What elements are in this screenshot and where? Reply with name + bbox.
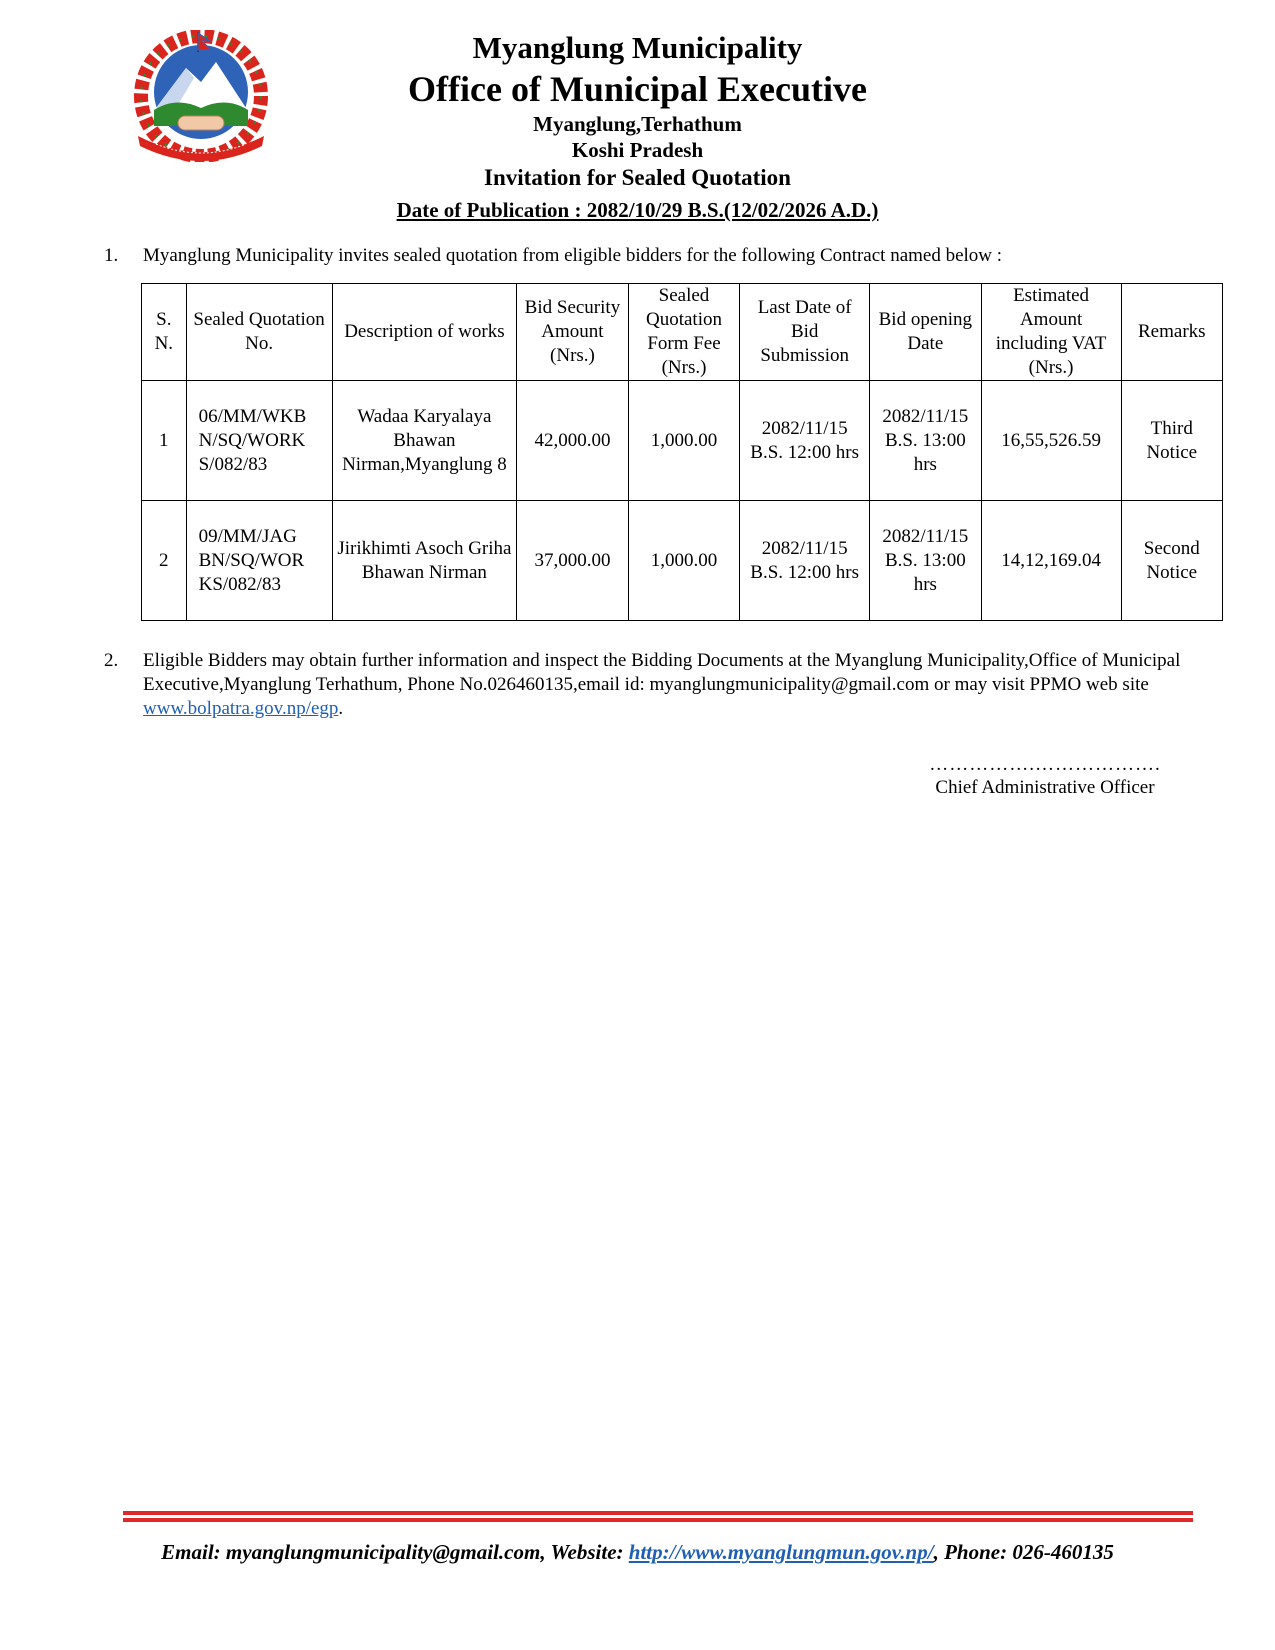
paragraph-2-text	[143, 649, 1194, 721]
quotation-no-line: KS/082/83	[198, 573, 281, 595]
table-row	[142, 381, 1223, 501]
table-row	[142, 501, 1223, 621]
footer-website-link[interactable]: http://www.myanglungmun.gov.np/	[628, 1540, 934, 1564]
address-line-2: Koshi Pradesh	[571, 138, 704, 162]
cell-opening-date: 2082/11/15 B.S. 13:00 hrs	[870, 381, 982, 501]
cell-form-fee: 1,000.00	[628, 381, 740, 501]
cell-submission-date: 2082/11/15 B.S. 12:00 hrs	[740, 501, 870, 621]
paragraph-1-text: Myanglung Municipality invites sealed quotation from eligible bidders for the following Contract named below :	[143, 245, 1003, 266]
address-line-1: Myanglung,Terhathum	[533, 112, 742, 136]
cell-bid-security: 37,000.00	[517, 501, 629, 621]
header-estimated-amount: Estimated Amount including VAT (Nrs.)	[981, 284, 1121, 381]
quotation-no-line: N/SQ/WORK	[198, 429, 306, 451]
table-header-row	[142, 284, 1223, 381]
header-remarks: Remarks	[1121, 284, 1222, 381]
header-sn: S. N.	[142, 284, 187, 381]
header-bid-security: Bid Security Amount (Nrs.)	[517, 284, 629, 381]
quotation-no-line: BN/SQ/WOR	[198, 549, 305, 571]
cell-remarks: Third Notice	[1121, 381, 1222, 501]
notice-title: Invitation for Sealed Quotation	[484, 165, 791, 190]
paragraph-1	[104, 244, 1194, 268]
paragraph-2-end: .	[338, 698, 344, 719]
cell-estimated-amount: 14,12,169.04	[981, 501, 1121, 621]
header-opening-date: Bid opening Date	[870, 284, 982, 381]
quotation-no-line: 09/MM/JAG	[198, 525, 297, 547]
publication-date	[0, 198, 1275, 223]
quotation-no-line: 06/MM/WKB	[198, 405, 307, 427]
signatory-title: Chief Administrative Officer	[935, 777, 1155, 798]
cell-quotation-no	[186, 381, 332, 501]
cell-form-fee: 1,000.00	[628, 501, 740, 621]
publication-date-text: Date of Publication : 2082/10/29 B.S.(12/02/2026 A.D.)	[396, 198, 879, 222]
footer	[0, 1540, 1275, 1565]
bolpatra-link[interactable]: www.bolpatra.gov.np/egp	[143, 698, 339, 719]
cell-remarks: Second Notice	[1121, 501, 1222, 621]
cell-sn: 1	[142, 381, 187, 501]
header-description: Description of works	[332, 284, 517, 381]
cell-estimated-amount: 16,55,526.59	[981, 381, 1121, 501]
footer-rule-bottom	[123, 1518, 1193, 1522]
cell-bid-security: 42,000.00	[517, 381, 629, 501]
signature-line: …………….……………….	[929, 754, 1161, 775]
header-form-fee: Sealed Quotation Form Fee (Nrs.)	[628, 284, 740, 381]
footer-phone: , Phone: 026-460135	[933, 1540, 1114, 1564]
cell-description: Jirikhimti Asoch Griha Bhawan Nirman	[332, 501, 517, 621]
cell-opening-date: 2082/11/15 B.S. 13:00 hrs	[870, 501, 982, 621]
footer-rule-top	[123, 1511, 1193, 1515]
paragraph-1-number: 1.	[104, 245, 119, 266]
paragraph-2	[104, 649, 1194, 721]
header-quotation-no: Sealed Quotation No.	[186, 284, 332, 381]
paragraph-2-number: 2.	[104, 650, 119, 671]
footer-email: Email: myanglungmunicipality@gmail.com, Website:	[161, 1540, 629, 1564]
cell-description: Wadaa Karyalaya Bhawan Nirman,Myanglung 8	[332, 381, 517, 501]
cell-submission-date: 2082/11/15 B.S. 12:00 hrs	[740, 381, 870, 501]
office-name: Office of Municipal Executive	[408, 69, 867, 109]
quotation-table	[141, 283, 1223, 621]
header-submission-date: Last Date of Bid Submission	[740, 284, 870, 381]
cell-quotation-no	[186, 501, 332, 621]
quotation-no-line: S/082/83	[198, 453, 268, 475]
cell-sn: 2	[142, 501, 187, 621]
paragraph-2-body: Eligible Bidders may obtain further information and inspect the Bidding Documents at the Myanglung Municipality,Office of Municipal Executive,Myanglung Terhathum, Phone No.026460135,email id: myanglungmunicipality@gmail.com or may visit PPMO web site	[143, 650, 1181, 695]
municipality-name: Myanglung Municipality	[472, 30, 803, 65]
